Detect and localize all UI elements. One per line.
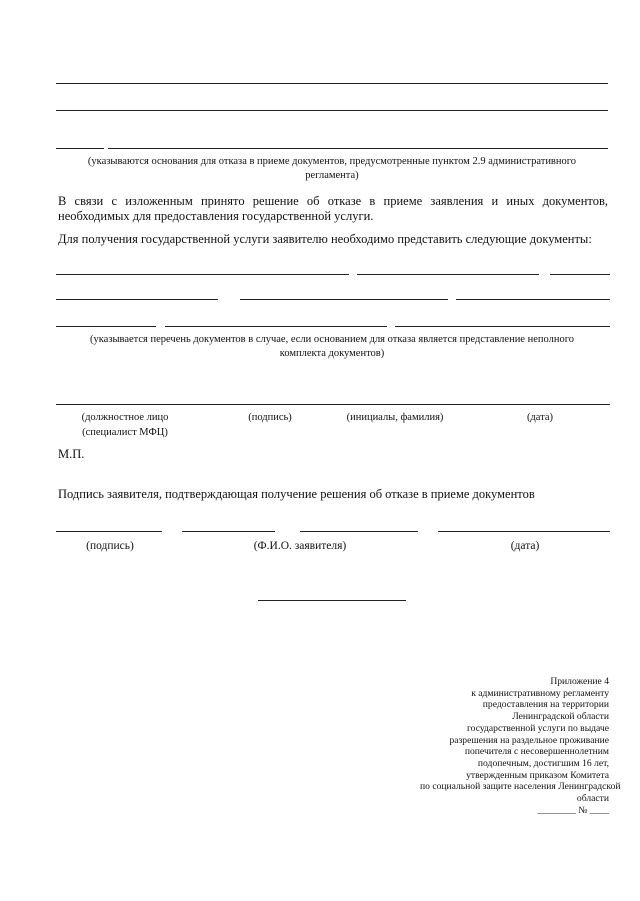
official-name-label: (инициалы, фамилия) [346,412,444,423]
appendix-line: разрешения на раздельное проживание [449,734,609,746]
applicant-name-label: (Ф.И.О. заявителя) [253,540,347,552]
separator-line [258,600,406,601]
reason-line-1 [56,83,608,84]
appendix-order-line: ________ № ____ [537,804,609,816]
reason-line-3b [108,148,608,149]
applicant-date-label: (дата) [510,540,540,552]
applicant-confirmation-text: Подпись заявителя, подтверждающая получение решения об отказе в приеме документов [58,487,535,501]
applicant-signature-label: (подпись) [86,540,134,552]
applicant-name-line-b [300,531,418,532]
required-docs-text: Для получения государственной услуги заявителю необходимо представить следующие документы: [58,232,592,246]
docs-line-1a [56,274,349,275]
docs-line-1c [550,274,610,275]
docs-line-2a [56,299,218,300]
docs-line-2c [456,299,610,300]
official-position-label: (должностное лицо (специалист МФЦ) [81,412,169,438]
applicant-date-line [438,531,610,532]
docs-line-1b [357,274,539,275]
reason-line-3a [56,148,104,149]
appendix-line: предоставления на территории [482,699,609,711]
appendix-header [420,676,621,816]
applicant-signature-line [56,531,162,532]
appendix-line: области [576,793,609,805]
applicant-name-line-a [182,531,275,532]
appendix-line: к административному регламенту [471,687,609,699]
appendix-line: попечителя с несовершеннолетним [464,746,609,758]
docs-line-3a [56,326,156,327]
official-date-label: (дата) [526,412,554,423]
docs-line-2b [240,299,448,300]
appendix-line: государственной услуги по выдаче [466,722,609,734]
reason-note: (указываются основания для отказа в приеме документов, предусмотренные пунктом 2.9 административного регламента) [87,156,577,181]
appendix-line: подопечным, достигшим 16 лет, [477,757,609,769]
appendix-line: Приложение 4 [550,676,609,687]
official-signature-line [56,404,610,405]
appendix-line: утвержденным приказом Комитета [466,769,609,781]
decision-text: В связи с изложенным принято решение об отказе в приеме заявления и иных документов, необходимых для предоставления государственной услуги. [58,194,608,223]
docs-note: (указывается перечень документов в случае, если основанием для отказа является представление неполного комплекта документов) [89,334,575,359]
docs-line-3c [395,326,610,327]
official-signature-label: (подпись) [248,412,292,423]
appendix-line: по социальной защите населения Ленинградской [420,781,621,793]
stamp-label: М.П. [58,447,85,461]
reason-line-2 [56,110,608,111]
docs-line-3b [165,326,387,327]
appendix-line: Ленинградской области [512,711,609,723]
